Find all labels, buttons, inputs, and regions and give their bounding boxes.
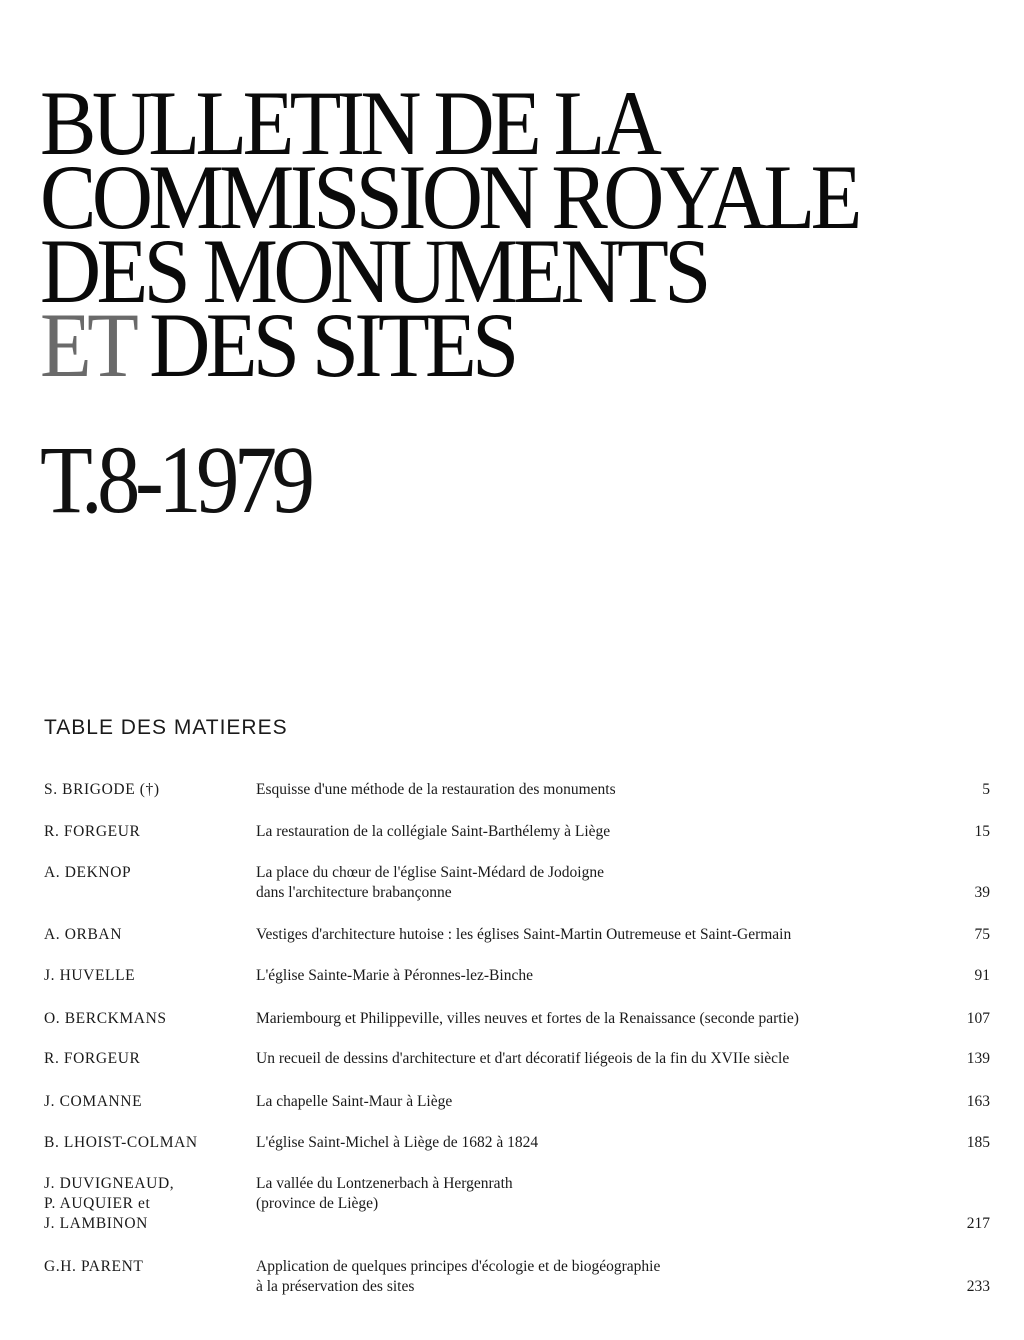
- toc-author-line: A. DEKNOP: [44, 864, 132, 881]
- toc-page-number: 233: [966, 1278, 990, 1295]
- title-line-4-faded: ET: [40, 294, 133, 396]
- toc-page-number: 107: [966, 1010, 990, 1027]
- toc-author: [44, 925, 244, 945]
- toc-author-line: J. LAMBINON: [44, 1215, 148, 1232]
- toc-author: [44, 1009, 244, 1029]
- toc-title-line: La chapelle Saint-Maur à Liège: [256, 1093, 453, 1110]
- toc-article-title: [256, 1009, 946, 1029]
- toc-author: [44, 822, 244, 842]
- toc-author-line: O. BERCKMANS: [44, 1010, 167, 1027]
- toc-title-line: dans l'architecture brabançonne: [256, 884, 452, 901]
- toc-author-line: J. HUVELLE: [44, 967, 136, 984]
- toc-page-number: 139: [966, 1050, 990, 1067]
- toc-author-line: R. FORGEUR: [44, 823, 141, 840]
- toc-title-line: Un recueil de dessins d'architecture et d'art décoratif liégeois de la fin du XVIIe siècle: [256, 1050, 790, 1067]
- toc-article-title: [256, 1092, 946, 1112]
- toc-title-line: à la préservation des sites: [256, 1278, 415, 1295]
- toc-author-line: P. AUQUIER et: [44, 1195, 151, 1212]
- toc-author: [44, 966, 244, 986]
- toc-title-line: L'église Saint-Michel à Liège de 1682 à 1824: [256, 1134, 539, 1151]
- toc-author: [44, 863, 244, 883]
- toc-title-line: Application de quelques principes d'écologie et de biogéographie: [256, 1258, 661, 1275]
- toc-article-title: [256, 1133, 946, 1153]
- toc-article-title: [256, 1174, 946, 1214]
- toc-author: [44, 1257, 244, 1277]
- toc-article-title: [256, 925, 946, 945]
- toc-title-line: La place du chœur de l'église Saint-Médard de Jodoigne: [256, 864, 604, 881]
- toc-title-line: La restauration de la collégiale Saint-Barthélemy à Liège: [256, 823, 611, 840]
- bulletin-title: [40, 72, 858, 396]
- toc-author: [44, 1174, 244, 1234]
- toc-author-line: A. ORBAN: [44, 926, 123, 943]
- toc-heading: TABLE DES MATIERES: [44, 716, 288, 739]
- toc-page-number: 217: [966, 1215, 990, 1232]
- toc-author: [44, 1133, 244, 1153]
- toc-page-number: 5: [982, 781, 990, 798]
- toc-article-title: [256, 1049, 946, 1069]
- toc-author-line: S. BRIGODE (†): [44, 781, 160, 798]
- toc-page-number: 91: [974, 967, 990, 984]
- title-line-3: DES MONUMENTS: [40, 220, 707, 322]
- toc-page-number: 163: [966, 1093, 990, 1110]
- toc-page-number: 185: [966, 1134, 990, 1151]
- toc-author: [44, 780, 244, 800]
- toc-author-line: J. DUVIGNEAUD,: [44, 1175, 175, 1192]
- toc-title-line: La vallée du Lontzenerbach à Hergenrath: [256, 1175, 513, 1192]
- volume-number: T.8-1979: [40, 426, 310, 533]
- toc-title-line: Esquisse d'une méthode de la restauration des monuments: [256, 781, 616, 798]
- toc-page-number: 15: [974, 823, 990, 840]
- title-line-1: BULLETIN DE LA: [40, 72, 658, 174]
- title-line-2: COMMISSION ROYALE: [40, 146, 858, 248]
- toc-page-number: 39: [974, 884, 990, 901]
- toc-author: [44, 1092, 244, 1112]
- toc-author-line: J. COMANNE: [44, 1093, 143, 1110]
- title-line-4: ET DES SITES: [40, 294, 515, 396]
- toc-author: [44, 1049, 244, 1069]
- toc-author-line: G.H. PARENT: [44, 1258, 144, 1275]
- toc-author-line: B. LHOIST-COLMAN: [44, 1134, 198, 1151]
- toc-article-title: [256, 780, 946, 800]
- toc-page-number: 75: [974, 926, 990, 943]
- toc-article-title: [256, 822, 946, 842]
- toc-article-title: [256, 1257, 946, 1297]
- toc-title-line: Vestiges d'architecture hutoise : les églises Saint-Martin Outremeuse et Saint-Germain: [256, 926, 792, 943]
- toc-article-title: [256, 863, 946, 903]
- toc-title-line: L'église Sainte-Marie à Péronnes-lez-Binche: [256, 967, 533, 984]
- toc-title-line: (province de Liège): [256, 1195, 379, 1212]
- toc-author-line: R. FORGEUR: [44, 1050, 141, 1067]
- toc-article-title: [256, 966, 946, 986]
- toc-title-line: Mariembourg et Philippeville, villes neuves et fortes de la Renaissance (seconde partie): [256, 1010, 799, 1027]
